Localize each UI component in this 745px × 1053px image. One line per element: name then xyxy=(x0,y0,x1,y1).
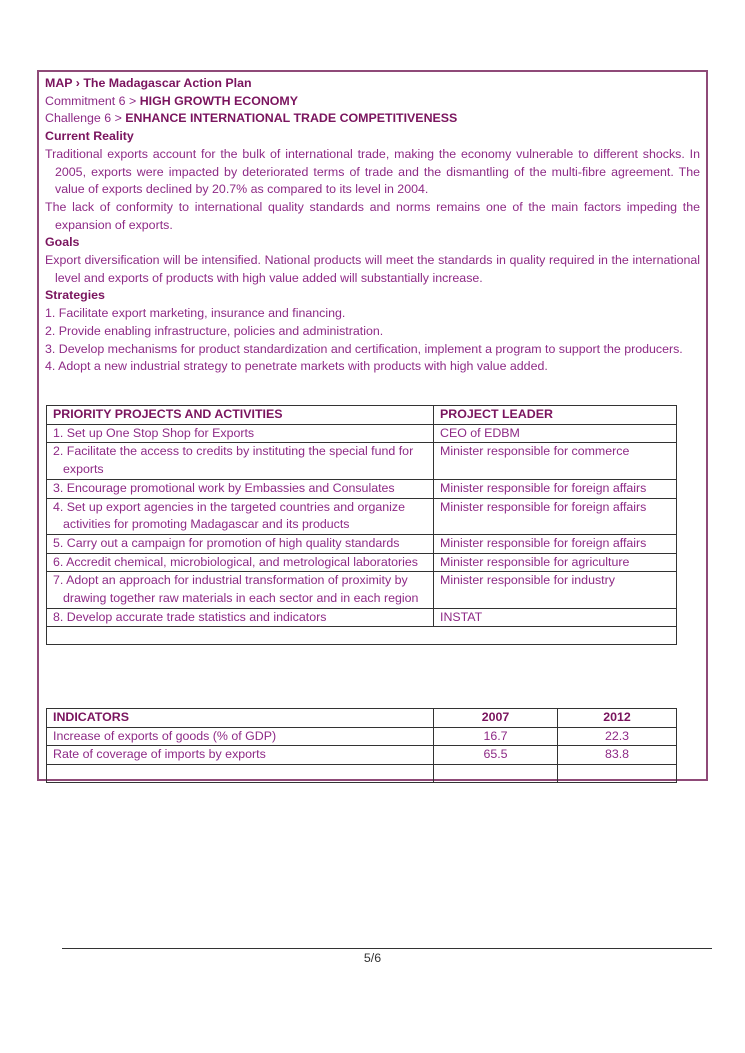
project-cell: 6. Accredit chemical, microbiological, and metrological laboratories xyxy=(47,553,434,572)
table-row xyxy=(47,608,677,627)
column-header: INDICATORS xyxy=(47,709,434,728)
goals-heading: Goals xyxy=(45,235,80,250)
project-cell: 1. Set up One Stop Shop for Exports xyxy=(47,424,434,443)
column-header: 2007 xyxy=(434,709,558,728)
goals-text: Export diversification will be intensified. National products will meet the standards in quality required in the international level and exports of products with high value added will substantially increase. xyxy=(45,253,700,285)
value-cell: 16.7 xyxy=(434,727,558,746)
table-row xyxy=(47,498,677,534)
project-cell: 5. Carry out a campaign for promotion of high quality standards xyxy=(47,534,434,553)
table-row xyxy=(47,553,677,572)
table-row xyxy=(47,479,677,498)
strategy-item: 1. Facilitate export marketing, insurance and financing. xyxy=(45,306,346,321)
leader-cell: Minister responsible for commerce xyxy=(434,443,677,479)
column-header: 2012 xyxy=(558,709,677,728)
empty-row xyxy=(47,765,677,783)
value-cell: 22.3 xyxy=(558,727,677,746)
leader-cell: CEO of EDBM xyxy=(434,424,677,443)
challenge-prefix: Challenge 6 > xyxy=(45,111,126,126)
strategies-heading: Strategies xyxy=(45,288,105,303)
project-cell: 3. Encourage promotional work by Embassies and Consulates xyxy=(47,479,434,498)
commitment xyxy=(45,93,700,111)
strategy-item: 2. Provide enabling infrastructure, policies and administration. xyxy=(45,323,384,338)
commitment-name: HIGH GROWTH ECONOMY xyxy=(139,93,299,108)
strategy-item: 4. Adopt a new industrial strategy to penetrate markets with products with high value added. xyxy=(45,359,548,374)
table-row xyxy=(47,534,677,553)
table-header-row xyxy=(47,709,677,728)
commitment-prefix: Commitment 6 > xyxy=(45,93,140,108)
table-row xyxy=(47,572,677,608)
leader-cell: Minister responsible for agriculture xyxy=(434,553,677,572)
value-cell: 65.5 xyxy=(434,746,558,765)
leader-cell: Minister responsible for industry xyxy=(434,572,677,608)
map-title: MAP › The Madagascar Action Plan xyxy=(45,76,252,90)
indicator-cell: Rate of coverage of imports by exports xyxy=(47,746,434,765)
plan-box xyxy=(37,70,708,781)
leader-cell: Minister responsible for foreign affairs xyxy=(434,479,677,498)
spacer-row xyxy=(47,627,677,645)
leader-cell: INSTAT xyxy=(434,608,677,627)
value-cell: 83.8 xyxy=(558,746,677,765)
projects-table xyxy=(46,405,677,645)
current-reality-heading: Current Reality xyxy=(45,129,134,144)
table-row xyxy=(47,746,677,765)
indicators-table xyxy=(46,708,677,783)
project-cell: 4. Set up export agencies in the targeted countries and organize activities for promoting Madagascar and its products xyxy=(47,498,434,534)
leader-cell: Minister responsible for foreign affairs xyxy=(434,534,677,553)
reality-paragraph: The lack of conformity to international quality standards and norms remains one of the main factors impeding the expansion of exports. xyxy=(45,199,700,232)
challenge-name: ENHANCE INTERNATIONAL TRADE COMPETITIVENESS xyxy=(125,111,458,126)
project-cell: 7. Adopt an approach for industrial transformation of proximity by drawing together raw materials in each sector and in each region xyxy=(47,572,434,608)
challenge xyxy=(45,110,700,128)
column-header: PROJECT LEADER xyxy=(434,406,677,425)
project-cell: 2. Facilitate the access to credits by instituting the special fund for exports xyxy=(47,443,434,479)
leader-cell: Minister responsible for foreign affairs xyxy=(434,498,677,534)
table-header-row xyxy=(47,406,677,425)
reality-paragraph: Traditional exports account for the bulk of international trade, making the economy vulnerable to different shocks. In 2005, exports were impacted by deteriorated terms of trade and the dismantling of the multi-fibre agreement. The value of exports declined by 20.7% as compared to its level in 2004. xyxy=(45,146,700,197)
table-row xyxy=(47,727,677,746)
column-header: PRIORITY PROJECTS AND ACTIVITIES xyxy=(47,406,434,425)
footer-rule xyxy=(62,948,712,949)
indicator-cell: Increase of exports of goods (% of GDP) xyxy=(47,727,434,746)
strategy-item: 3. Develop mechanisms for product standardization and certification, implement a program to support the producers. xyxy=(45,341,683,356)
project-cell: 8. Develop accurate trade statistics and indicators xyxy=(47,608,434,627)
page-number: 5/6 xyxy=(363,951,382,965)
table-row xyxy=(47,443,677,479)
table-row xyxy=(47,424,677,443)
